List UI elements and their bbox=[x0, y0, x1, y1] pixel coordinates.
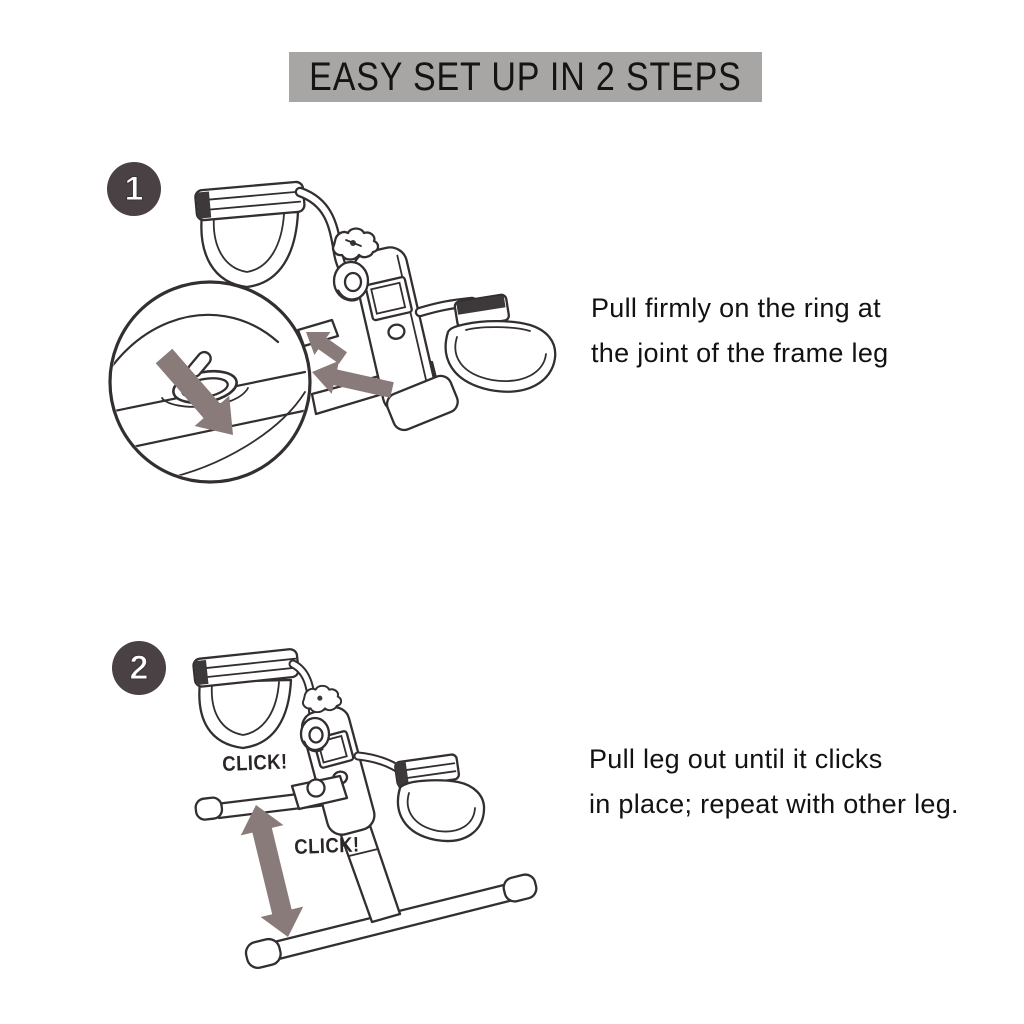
step-1-badge bbox=[107, 162, 161, 216]
tension-knob bbox=[333, 229, 378, 260]
step-2-number: 2 bbox=[129, 649, 149, 687]
crank-hub bbox=[301, 718, 329, 751]
cap-outline bbox=[195, 797, 223, 821]
step-2-illustration bbox=[100, 630, 570, 1010]
click-pin-hole bbox=[308, 780, 325, 797]
step-1-line-1: Pull firmly on the ring at bbox=[591, 293, 881, 323]
right-pedal bbox=[446, 294, 556, 392]
step-1-line-2: the joint of the frame leg bbox=[591, 338, 889, 368]
crank-hub bbox=[334, 262, 368, 300]
knob-center bbox=[317, 696, 322, 701]
right-pedal bbox=[395, 754, 484, 841]
strap-buckle bbox=[194, 660, 208, 685]
step-2-instruction bbox=[589, 737, 959, 827]
step-1-instruction bbox=[591, 286, 888, 376]
step-2-line-1: Pull leg out until it clicks bbox=[589, 744, 883, 774]
title-banner bbox=[289, 52, 762, 102]
left-pedal bbox=[195, 181, 305, 287]
click-callout-2: CLICK! bbox=[294, 833, 360, 859]
title-text: EASY SET UP IN 2 STEPS bbox=[309, 54, 742, 99]
hub-inner bbox=[310, 728, 323, 743]
strap-buckle bbox=[196, 192, 211, 219]
cap-outline bbox=[502, 872, 539, 903]
front-bar-right-cap bbox=[502, 872, 539, 903]
double-headed-arrow-icon bbox=[241, 805, 303, 937]
rear-bar-end-cap bbox=[195, 797, 223, 821]
step-2-badge bbox=[112, 641, 166, 695]
step-1-number: 1 bbox=[124, 170, 144, 208]
click-callout-1: CLICK! bbox=[222, 750, 288, 776]
hub-inner bbox=[345, 273, 361, 291]
magnifier-detail bbox=[100, 278, 310, 482]
front-bar-left-cap bbox=[244, 937, 283, 970]
joint-pointer-arrow-icon bbox=[306, 332, 347, 364]
tension-knob bbox=[303, 686, 341, 712]
lcd-display bbox=[365, 277, 412, 321]
left-pedal bbox=[193, 649, 299, 748]
step-1-illustration bbox=[100, 150, 570, 510]
cap-outline bbox=[244, 937, 283, 970]
step-2-line-2: in place; repeat with other leg. bbox=[589, 789, 959, 819]
